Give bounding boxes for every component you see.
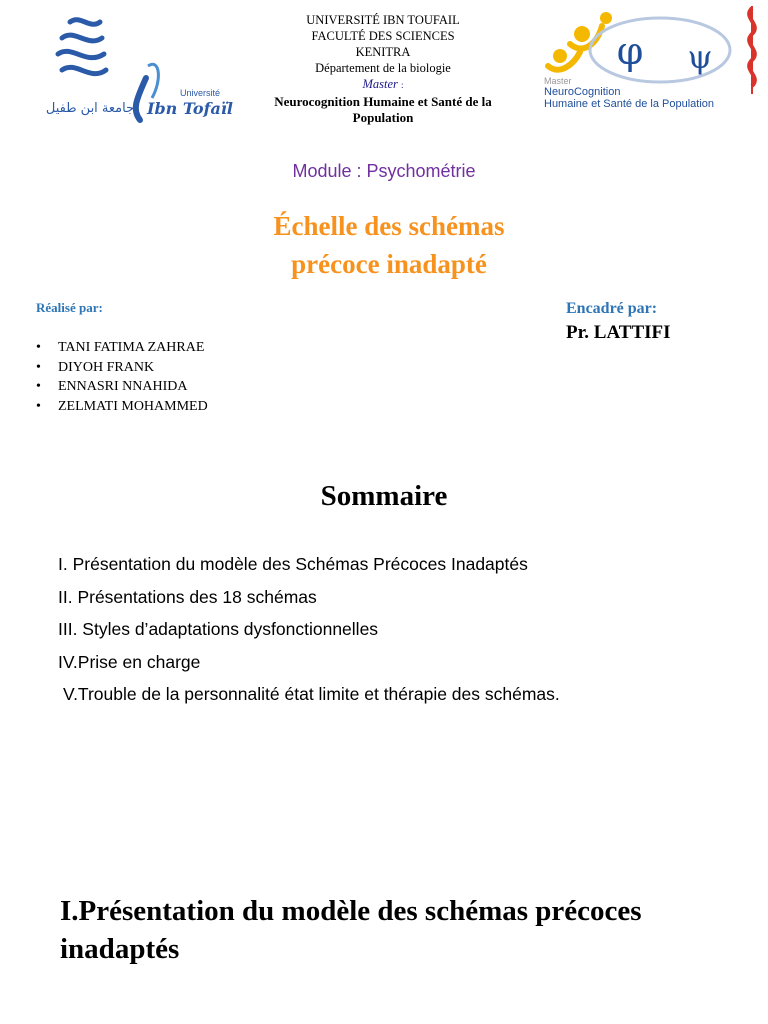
master-colon: : <box>401 80 404 90</box>
ibn-tofail-emblem-icon <box>40 8 250 126</box>
author-item: • ZELMATI MOHAMMED <box>36 397 208 417</box>
logo-script-text: Ibn Tofaïl <box>146 99 234 118</box>
toc-item: V.Trouble de la personnalité état limite et thérapie des schémas. <box>63 684 560 704</box>
logo-latin-text: Université <box>179 88 221 98</box>
city-name: KENITRA <box>355 45 411 59</box>
master-logo-line1: NeuroCognition <box>544 86 621 98</box>
faculty-name: FACULTÉ DES SCIENCES <box>311 29 455 43</box>
master-line <box>262 76 504 93</box>
table-of-contents <box>0 548 560 711</box>
author-item: • DIYOH FRANK <box>36 358 208 378</box>
section-heading: I.Présentation du modèle des schémas précoces inadaptés <box>60 895 642 965</box>
university-name: UNIVERSITÉ IBN TOUFAIL <box>306 13 460 27</box>
title-line-1: Échelle des schémas <box>273 211 505 241</box>
supervisor-label: Encadré par: <box>566 300 658 317</box>
master-neurocognition-emblem-icon <box>540 4 768 122</box>
author-item: • ENNASRI NNAHIDA <box>36 377 208 397</box>
department-name: Département de la biologie <box>315 61 451 75</box>
supervisor-name: Pr. LATTIFI <box>566 322 671 343</box>
authors-label: Réalisé par: <box>36 300 103 315</box>
toc-item: II. Présentations des 18 schémas <box>58 586 317 607</box>
university-logo <box>40 8 250 126</box>
document-title <box>0 207 768 283</box>
summary-heading: Sommaire <box>320 480 448 512</box>
phi-icon: φ <box>616 29 644 73</box>
toc-item: IV.Prise en charge <box>58 651 201 672</box>
master-logo-line2: Humaine et Santé de la Population <box>544 98 715 110</box>
logo-arabic-text: جامعة ابن طفيل <box>45 101 135 116</box>
psi-icon: ψ <box>687 38 713 76</box>
program-name: Neurocognition Humaine et Santé de la Population <box>274 94 492 125</box>
author-item: • TANI FATIMA ZAHRAE <box>36 338 208 358</box>
master-label: Master <box>362 77 398 91</box>
university-header <box>262 12 504 126</box>
master-logo-text: Master <box>544 76 572 86</box>
title-line-2: précoce inadapté <box>291 249 487 279</box>
toc-item: I. Présentation du modèle des Schémas Précoces Inadaptés <box>58 554 528 574</box>
module-title: Module : Psychométrie <box>292 161 476 181</box>
master-logo <box>540 4 768 122</box>
toc-item: III. Styles d’adaptations dysfonctionnelles <box>58 619 379 639</box>
authors-list <box>36 338 208 416</box>
